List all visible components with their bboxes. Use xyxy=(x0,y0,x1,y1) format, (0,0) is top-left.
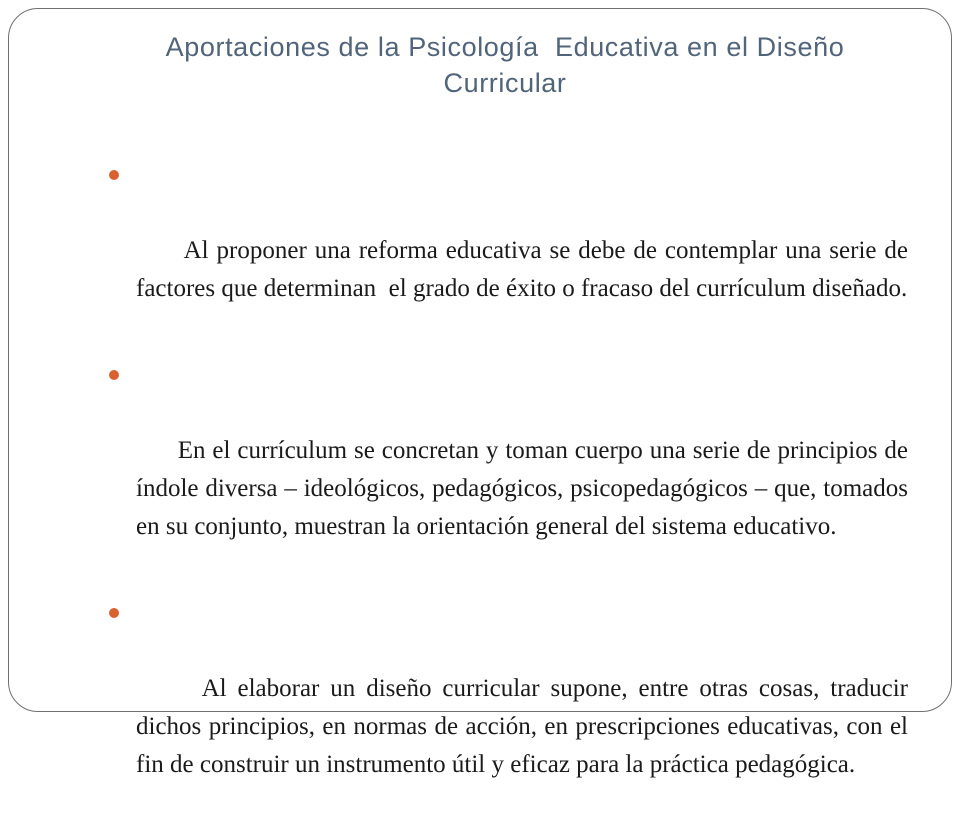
bullet-dot-icon xyxy=(109,170,119,180)
bullet-list xyxy=(104,156,915,832)
slide-title: Aportaciones de la Psicología Educativa en el Diseño Curricular xyxy=(165,32,853,98)
bullet-item xyxy=(104,594,915,822)
bullet-item xyxy=(104,156,915,346)
bullet-text: En el currículum se concretan y toman cuerpo una serie de principios de índole diversa – ideológicos, pedagógicos, psicopedagógicos – que, tomados en su conjunto, muestran la orientación general del sistema educativo. xyxy=(136,437,915,540)
bullet-text: Al elaborar un diseño curricular supone, entre otras cosas, traducir dichos principios, en normas de acción, en prescripciones educativas, con el fin de construir un instrumento útil y eficaz para la práctica pedagógica. xyxy=(136,675,915,778)
bullet-text: Al proponer una reforma educativa se debe de contemplar una serie de factores que determinan el grado de éxito o fracaso del currículum diseñado. xyxy=(136,237,915,302)
bullet-dot-icon xyxy=(109,608,119,618)
bullet-dot-icon xyxy=(109,370,119,380)
bullet-item xyxy=(104,356,915,584)
